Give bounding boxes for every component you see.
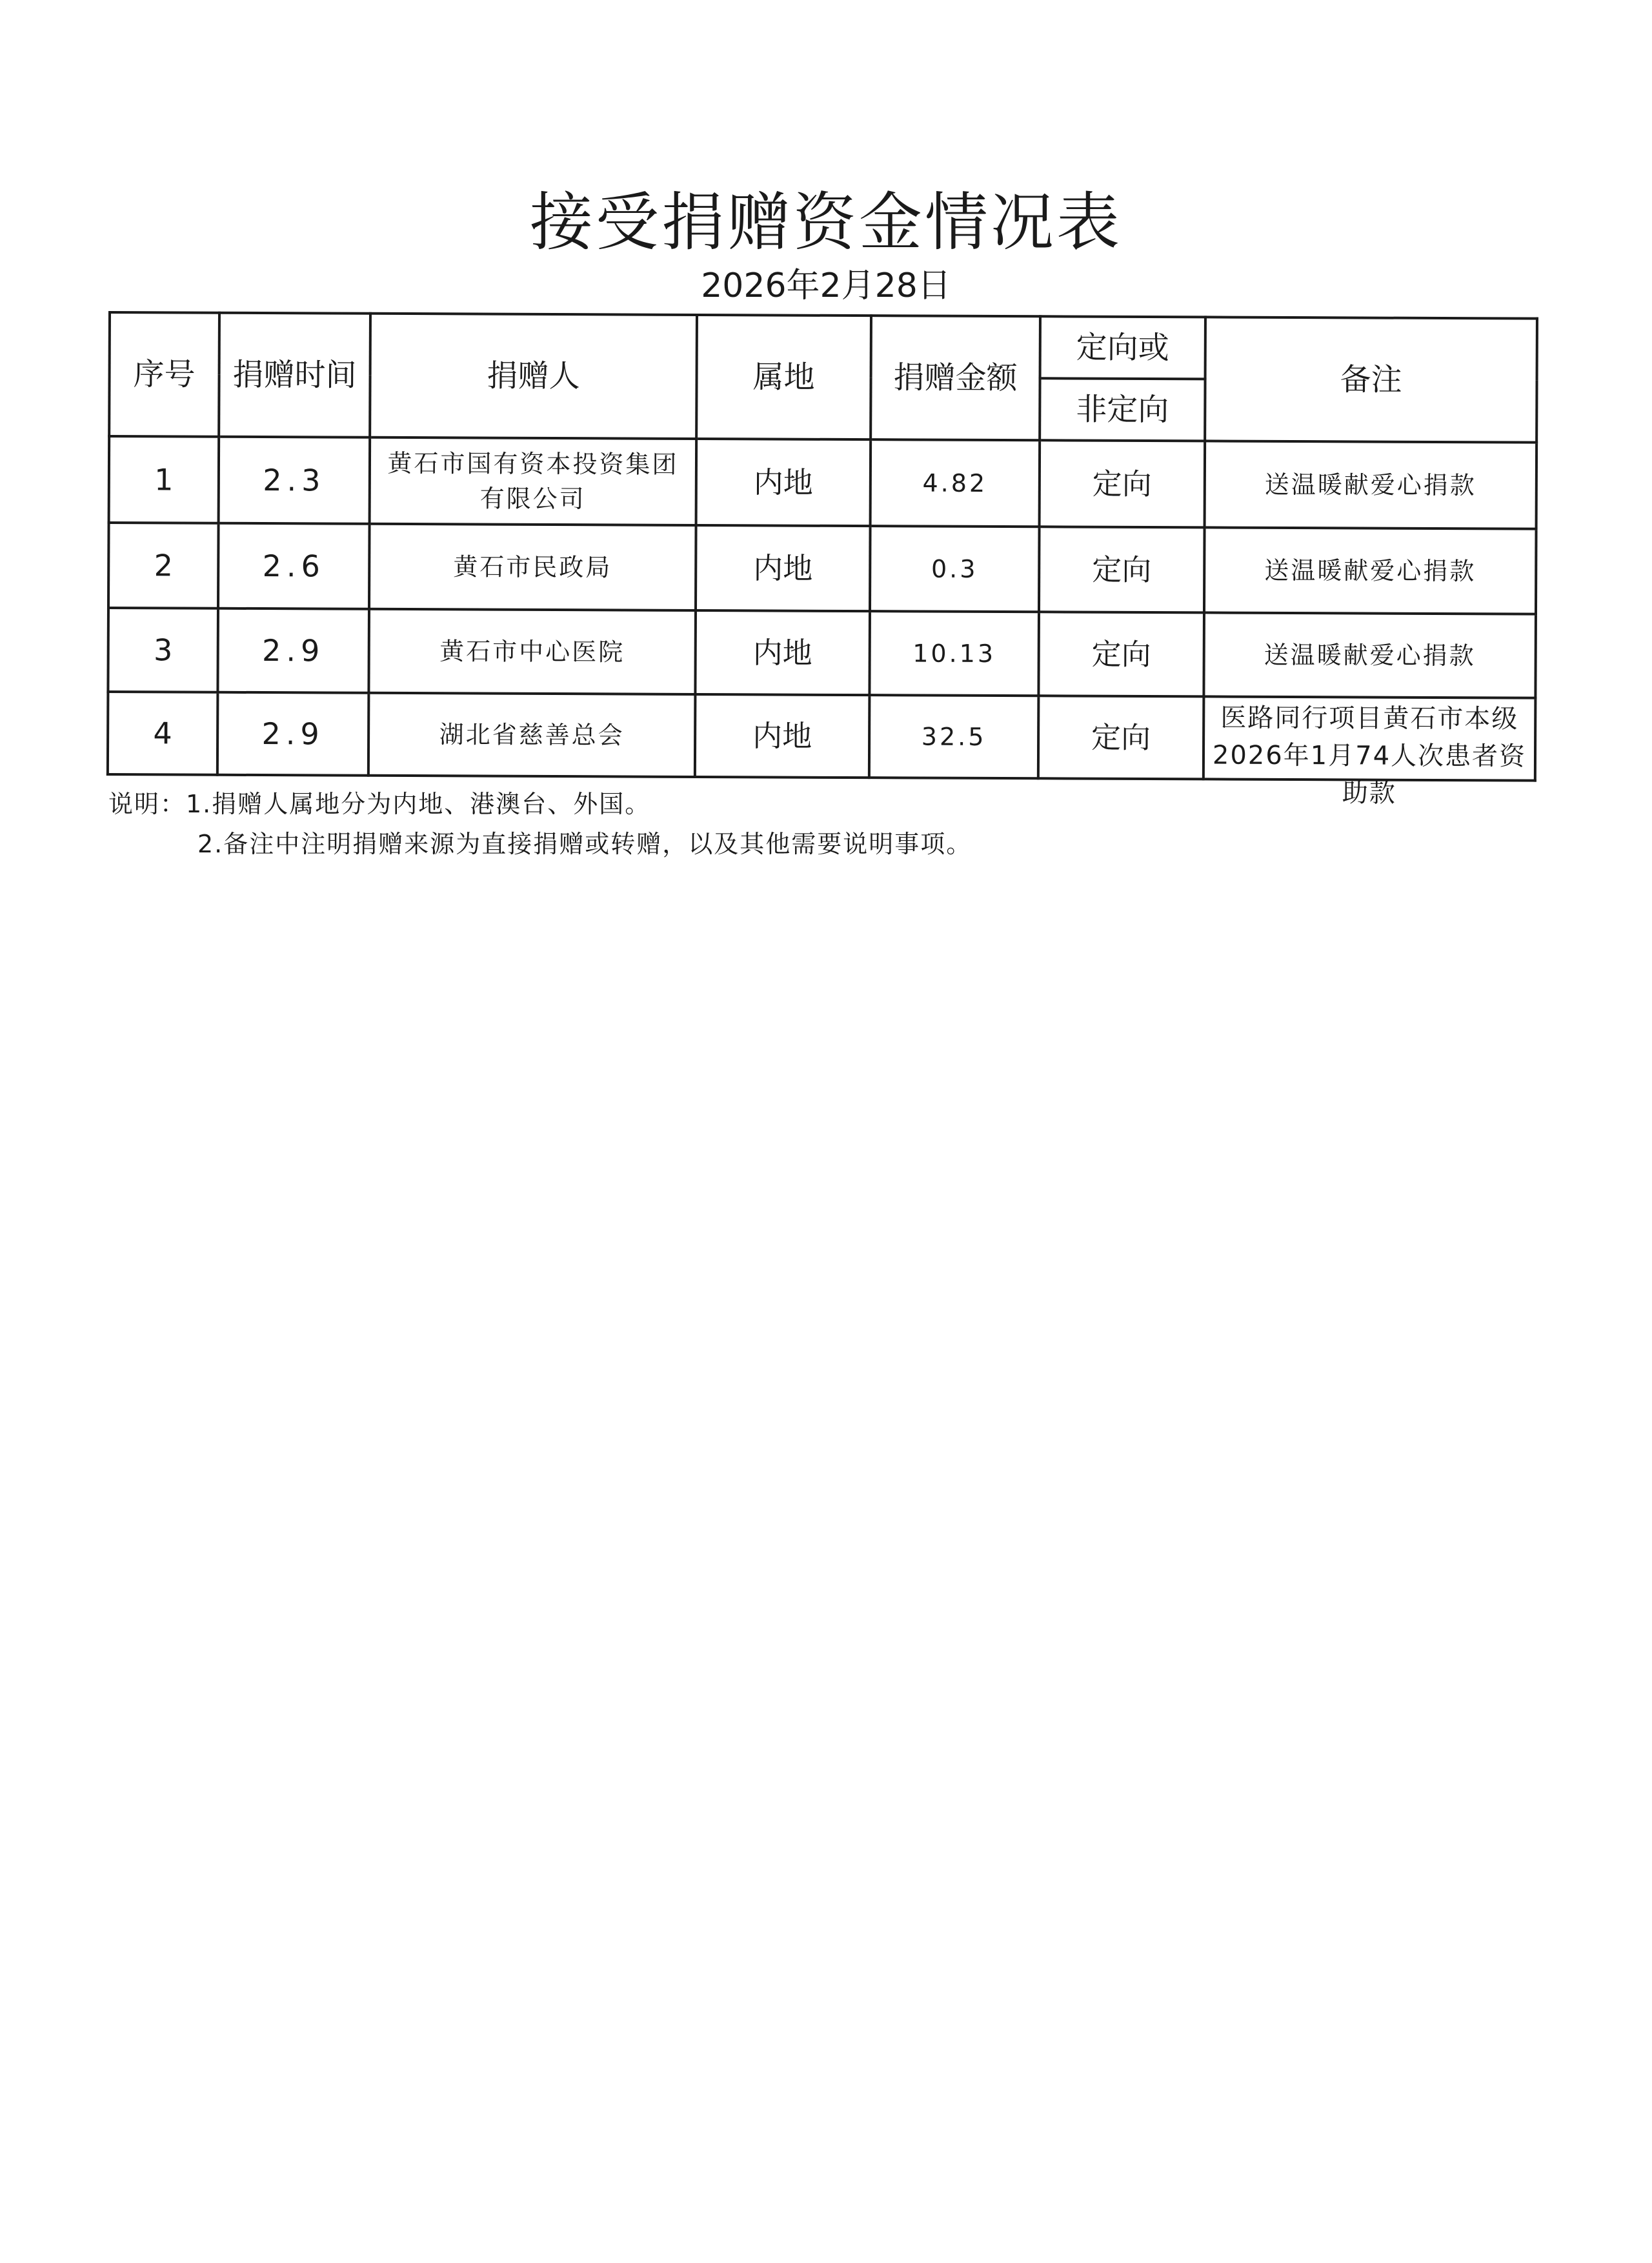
table-row xyxy=(109,436,1537,529)
cell-direction: 定向 xyxy=(1038,696,1204,779)
cell-amount: 10.13 xyxy=(869,611,1039,696)
cell-donor: 湖北省慈善总会 xyxy=(368,693,696,777)
cell-donor: 黄石市国有资本投资集团有限公司 xyxy=(370,438,697,525)
header-index: 序号 xyxy=(109,312,219,437)
header-direction-top: 定向或 xyxy=(1040,316,1205,379)
cell-amount: 4.82 xyxy=(871,439,1040,527)
footnote-2: 2.备注中注明捐赠来源为直接捐赠或转赠，以及其他需要说明事项。 xyxy=(197,830,972,858)
cell-note-text: 医路同行项目黄石市本级2026年1月74人次患者资助款 xyxy=(1212,703,1527,809)
table-row xyxy=(108,523,1536,614)
cell-donor: 黄石市中心医院 xyxy=(368,609,696,694)
header-note: 备注 xyxy=(1205,317,1537,442)
cell-direction: 定向 xyxy=(1038,612,1204,696)
cell-region: 内地 xyxy=(695,610,870,695)
cell-index: 3 xyxy=(108,608,218,692)
table-row xyxy=(108,692,1536,781)
cell-amount: 32.5 xyxy=(869,695,1039,778)
cell-amount: 0.3 xyxy=(870,526,1040,612)
header-direction-bottom: 非定向 xyxy=(1040,378,1205,441)
cell-region: 内地 xyxy=(696,525,871,611)
cell-index: 1 xyxy=(109,436,219,523)
footnotes xyxy=(108,784,972,864)
cell-index: 2 xyxy=(108,523,219,608)
table-row xyxy=(108,608,1536,698)
cell-direction: 定向 xyxy=(1040,440,1205,527)
cell-time: 2.9 xyxy=(217,608,369,693)
document-date: 2026年2月28日 xyxy=(701,267,951,305)
cell-region: 内地 xyxy=(695,694,870,778)
cell-time: 2.6 xyxy=(218,523,370,609)
document-title: 接受捐赠资金情况表 xyxy=(529,186,1122,259)
header-amount: 捐赠金额 xyxy=(871,316,1040,440)
cell-note: 送温暖献爱心捐款 xyxy=(1205,441,1537,528)
footnote-1: 说明：1.捐赠人属地分为内地、港澳台、外国。 xyxy=(108,790,651,818)
cell-note: 送温暖献爱心捐款 xyxy=(1204,612,1536,698)
header-donor: 捐赠人 xyxy=(370,314,697,439)
cell-region: 内地 xyxy=(696,439,871,526)
cell-time: 2.3 xyxy=(219,437,370,524)
cell-donor: 黄石市民政局 xyxy=(369,524,696,610)
cell-note: 送温暖献爱心捐款 xyxy=(1204,527,1536,614)
header-time: 捐赠时间 xyxy=(219,313,370,438)
header-region: 属地 xyxy=(696,315,871,439)
cell-time: 2.9 xyxy=(217,692,369,776)
cell-direction: 定向 xyxy=(1039,527,1205,612)
cell-note xyxy=(1204,696,1536,809)
cell-index: 4 xyxy=(108,692,218,775)
